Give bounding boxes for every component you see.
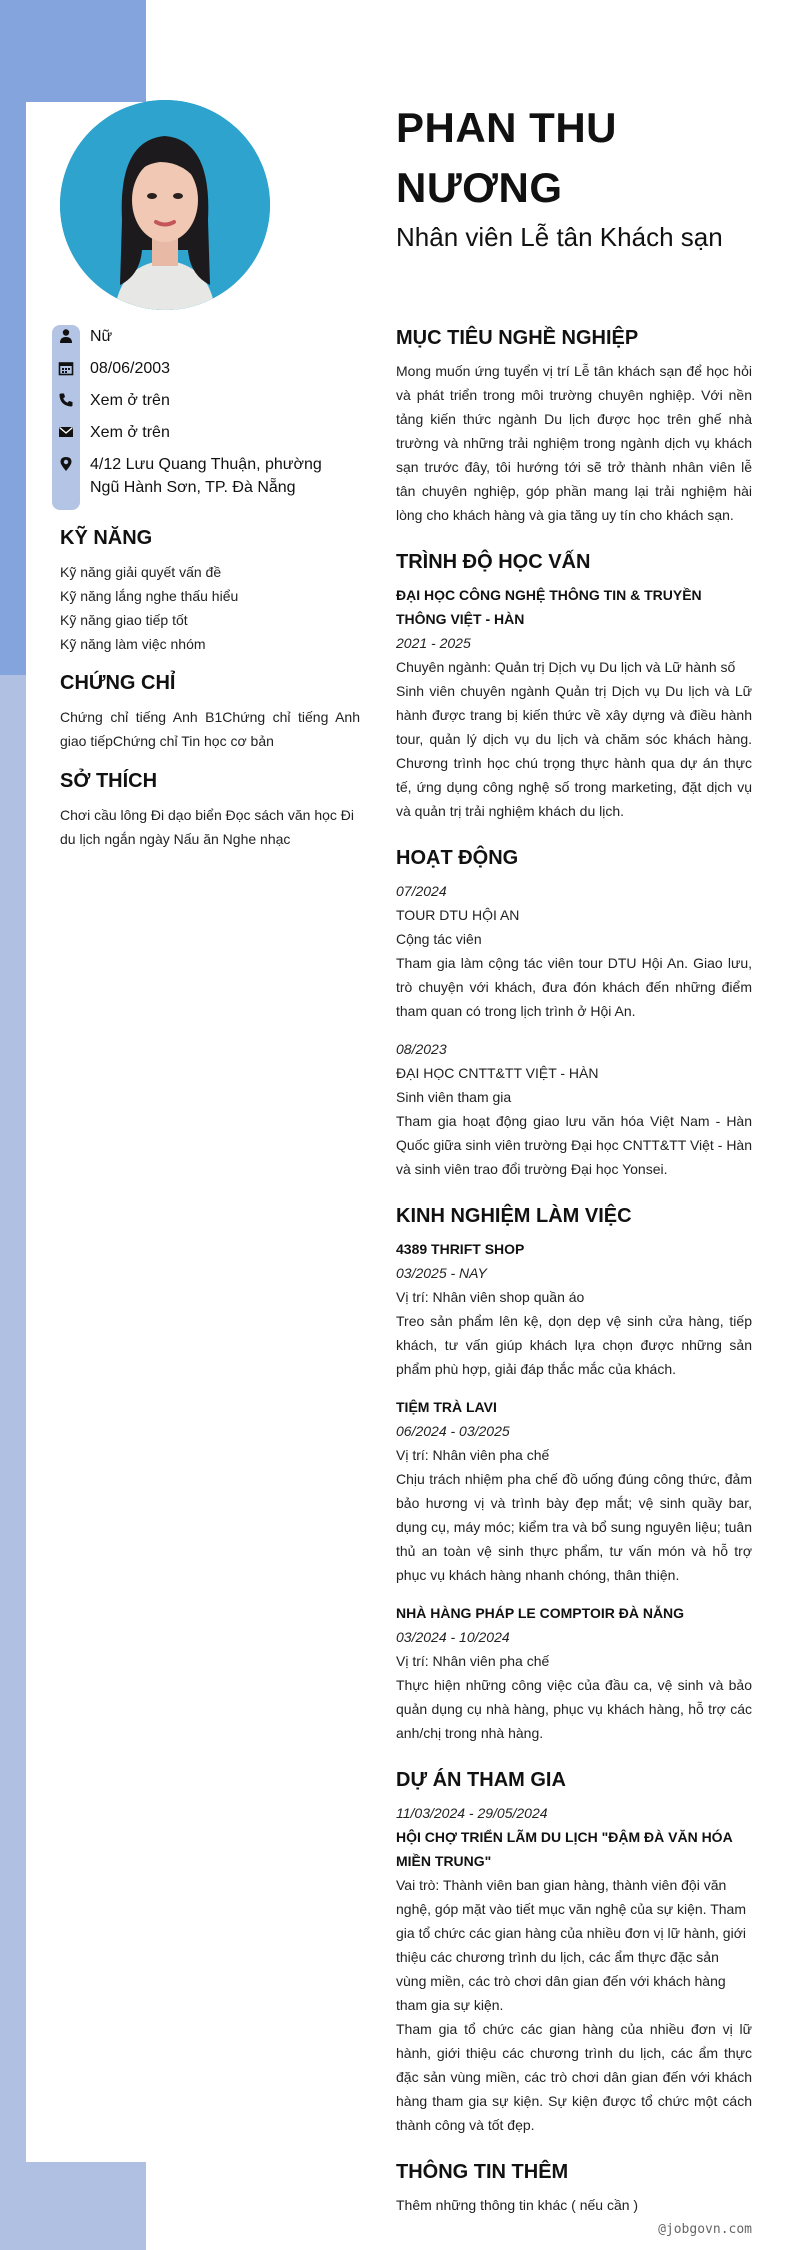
experience-description: Thực hiện những công việc của đầu ca, vệ sinh và bảo quản dụng cụ nhà hàng, phục vụ khách hàng, hỗ trợ các anh/chị trong nhà hàng.	[396, 1677, 752, 1741]
activity-role: Sinh viên tham gia	[396, 1089, 512, 1105]
contact-phone	[52, 389, 352, 412]
projects-heading: DỰ ÁN THAM GIA	[396, 1769, 566, 1791]
contact-dob	[52, 357, 352, 380]
activity-description: Tham gia làm cộng tác viên tour DTU Hội An. Giao lưu, trò chuyện với khách, đưa đón khách đến những điểm tham quan có trong lịch trình ở Hội An.	[396, 955, 752, 1019]
project-description: Tham gia tổ chức các gian hàng của nhiều đơn vị lữ hành, giới thiệu các chương trình du lịch, các ẩm thực đặc sản vùng miền, các trò chơi dân gian đến với khách hàng tham gia sự kiện. Sự kiện được tổ chức một cách thành công và tốt đẹp.	[396, 2021, 752, 2133]
main-column	[396, 325, 752, 2239]
certificates-section	[60, 672, 360, 753]
activity-date: 07/2024	[396, 883, 447, 899]
experience-position: Vị trí: Nhân viên pha chế	[396, 1447, 550, 1463]
phone-value[interactable]: Xem ở trên	[90, 392, 170, 409]
activity-role: Cộng tác viên	[396, 931, 482, 947]
project-period: 11/03/2024 - 29/05/2024	[396, 1805, 548, 1821]
gender-value: Nữ	[90, 328, 113, 345]
experience-description: Chịu trách nhiệm pha chế đồ uống đúng công thức, đảm bảo hương vị và trình bày đẹp mắt; vệ sinh quầy bar, dụng cụ, máy móc; kiểm tra và bổ sung nguyên liệu; tuân thủ an toàn vệ sinh thực phẩm, tư vấn món và hỗ trợ phục vụ khách hàng nhanh chóng, thân thiện.	[396, 1471, 752, 1583]
extra-info-section	[396, 2159, 752, 2217]
objective-text: Mong muốn ứng tuyển vị trí Lễ tân khách sạn để học hỏi và phát triển trong môi trường chuyên nghiệp. Với nền tảng kiến thức ngành Du lịch được học trên ghế nhà trường và những trải nghiệm trong ngành dịch vụ khách sạn trước đây, tôi hướng tới sẽ trở thành nhân viên lễ tân chuyên nghiệp, góp phần mang lại trải nghiệm hài lòng cho khách hàng và gia tăng uy tín cho khách sạn.	[396, 363, 752, 523]
location-pin-icon	[58, 456, 74, 472]
extra-info-heading: THÔNG TIN THÊM	[396, 2161, 569, 2183]
extra-info-text: Thêm những thông tin khác ( nếu cần )	[396, 2197, 639, 2213]
skill-item: Kỹ năng lắng nghe thấu hiểu	[60, 588, 239, 604]
education-description: Sinh viên chuyên ngành Quản trị Dịch vụ Du lịch và Lữ hành được trang bị kiến thức về xây dựng và điều hành tour, quản lý dịch vụ du lịch và chăm sóc khách hàng. Chương trình học chú trọng thực hành qua dự án thực tế, ứng dụng công nghệ số trong marketing, đặt dịch vụ và quản trị trải nghiệm khách du lịch.	[396, 683, 752, 819]
calendar-icon	[58, 360, 74, 376]
hobbies-section	[60, 770, 360, 851]
contact-gender	[52, 325, 352, 348]
profile-photo	[60, 100, 270, 310]
job-title: Nhân viên Lễ tân Khách sạn	[396, 222, 723, 252]
hobbies-text: Chơi cầu lông Đi dạo biển Đọc sách văn học Đi du lịch ngắn ngày Nấu ăn Nghe nhạc	[60, 807, 355, 847]
skill-item: Kỹ năng giải quyết vấn đề	[60, 564, 222, 580]
skill-item: Kỹ năng làm việc nhóm	[60, 636, 206, 652]
experience-period: 03/2024 - 10/2024	[396, 1629, 510, 1645]
experience-item	[396, 1601, 752, 1745]
footer-watermark: @jobgovn.com	[658, 2222, 752, 2237]
email-value[interactable]: Xem ở trên	[90, 424, 170, 441]
mail-icon	[58, 424, 74, 440]
skills-section	[60, 527, 360, 656]
experience-position: Vị trí: Nhân viên shop quần áo	[396, 1289, 585, 1305]
company-name: TIỆM TRÀ LAVI	[396, 1399, 497, 1415]
experience-period: 06/2024 - 03/2025	[396, 1423, 510, 1439]
education-heading: TRÌNH ĐỘ HỌC VẤN	[396, 551, 591, 573]
person-icon	[58, 328, 74, 344]
contact-list	[52, 325, 352, 508]
certificates-heading: CHỨNG CHỈ	[60, 672, 176, 694]
activity-description: Tham gia hoạt động giao lưu văn hóa Việt Nam - Hàn Quốc giữa sinh viên trường Đại học CNTT&TT Việt - Hàn và sinh viên trao đổi trường Đại học Yonsei.	[396, 1113, 752, 1177]
skill-item: Kỹ năng giao tiếp tốt	[60, 612, 188, 628]
activities-heading: HOẠT ĐỘNG	[396, 847, 519, 869]
education-period: 2021 - 2025	[396, 635, 471, 651]
dob-value: 08/06/2003	[90, 360, 171, 377]
phone-icon	[58, 392, 74, 408]
experience-description: Treo sản phẩm lên kệ, dọn dẹp vệ sinh cửa hàng, tiếp khách, tư vấn giúp khách lựa chọn được những sản phẩm phù hợp, giải đáp thắc mắc của khách.	[396, 1313, 752, 1377]
education-major: Chuyên ngành: Quản trị Dịch vụ Du lịch và Lữ hành số	[396, 659, 736, 675]
experience-item	[396, 1395, 752, 1587]
project-role: Vai trò: Thành viên ban gian hàng, thành viên đội văn nghệ, góp mặt vào tiết mục văn nghệ của sự kiện. Tham gia tổ chức các gian hàng của nhiều đơn vị lữ hành, giới thiệu các chương trình du lịch, các ẩm thực đặc sản vùng miền, các trò chơi dân gian đến với khách hàng tham gia sự kiện.	[396, 1877, 746, 2013]
hobbies-heading: SỞ THÍCH	[60, 770, 158, 792]
experience-heading: KINH NGHIỆM LÀM VIỆC	[396, 1205, 632, 1227]
objective-heading: MỤC TIÊU NGHỀ NGHIỆP	[396, 327, 639, 349]
activity-org: ĐẠI HỌC CNTT&TT VIỆT - HÀN	[396, 1065, 599, 1081]
activities-section	[396, 845, 752, 1181]
experience-section	[396, 1203, 752, 1745]
contact-email	[52, 421, 352, 444]
project-name: HỘI CHỢ TRIỂN LÃM DU LỊCH "ĐẬM ĐÀ VĂN HÓA MIỀN TRUNG"	[396, 1829, 733, 1869]
projects-section	[396, 1767, 752, 2137]
objective-section	[396, 325, 752, 527]
experience-position: Vị trí: Nhân viên pha chế	[396, 1653, 550, 1669]
candidate-name: PHAN THU NƯƠNG	[396, 104, 617, 211]
certificates-text: Chứng chỉ tiếng Anh B1Chứng chỉ tiếng Anh giao tiếpChứng chỉ Tin học cơ bản	[60, 709, 360, 749]
school-name: ĐẠI HỌC CÔNG NGHỆ THÔNG TIN & TRUYỀN THÔNG VIỆT - HÀN	[396, 587, 702, 627]
company-name: NHÀ HÀNG PHÁP LE COMPTOIR ĐÀ NẴNG	[396, 1605, 685, 1621]
experience-item	[396, 1237, 752, 1381]
skills-heading: KỸ NĂNG	[60, 527, 153, 549]
activity-date: 08/2023	[396, 1041, 447, 1057]
education-section	[396, 549, 752, 823]
address-value: 4/12 Lưu Quang Thuận, phường Ngũ Hành Sơn, TP. Đà Nẵng	[90, 456, 322, 496]
experience-period: 03/2025 - NAY	[396, 1265, 487, 1281]
activity-item	[396, 1037, 752, 1181]
contact-address	[52, 453, 352, 499]
activity-item	[396, 879, 752, 1023]
company-name: 4389 THRIFT SHOP	[396, 1241, 525, 1257]
activity-org: TOUR DTU HỘI AN	[396, 907, 520, 923]
